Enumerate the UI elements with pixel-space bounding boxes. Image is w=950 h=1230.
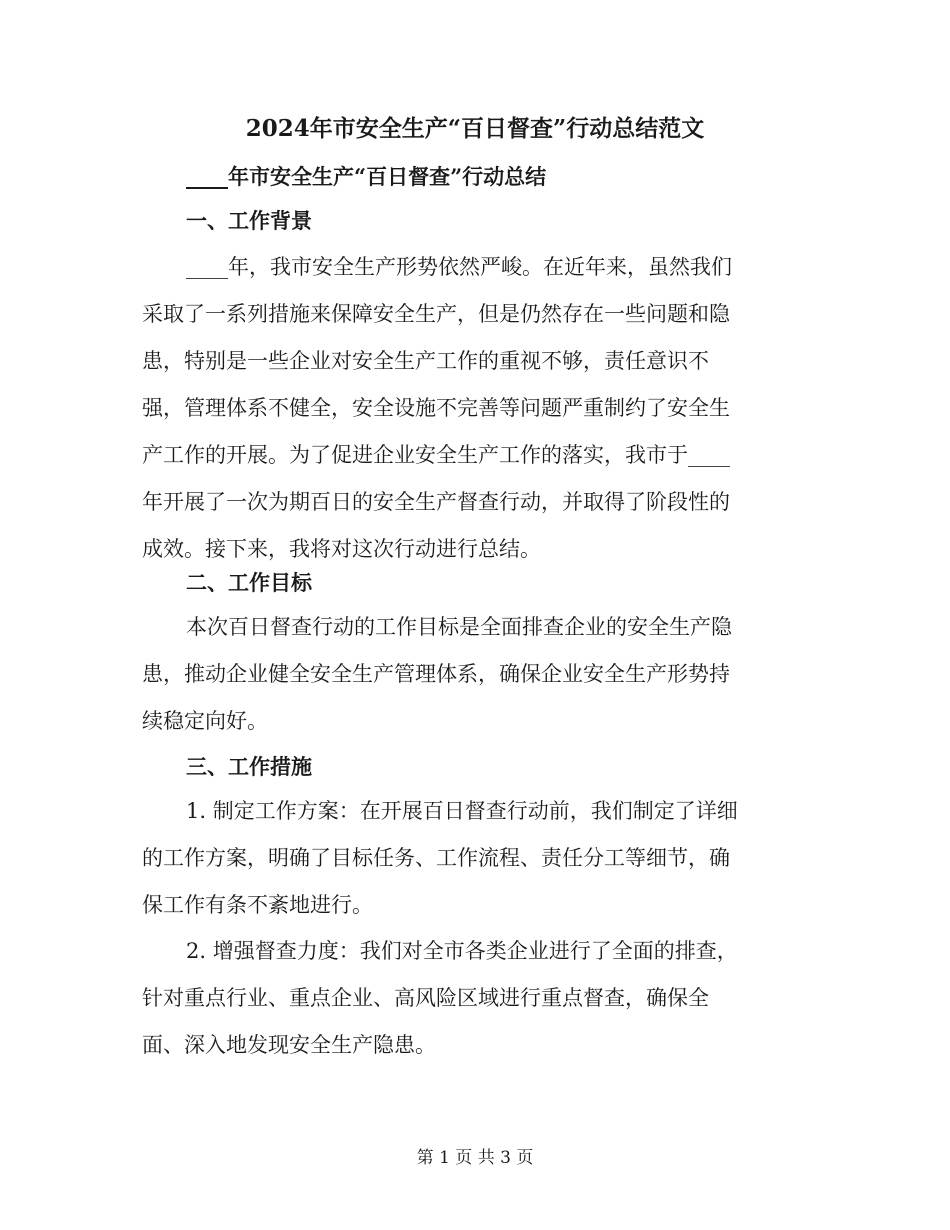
document-subtitle: ____年市安全生产“百日督查”行动总结: [186, 164, 547, 189]
section-paragraph-goals: [142, 604, 808, 745]
paragraph-line: 产工作的开展。为了促进企业安全生产工作的落实，我市于____: [142, 443, 730, 467]
section-heading-measures: 三、工作措施: [186, 754, 312, 779]
page-footer: 第 1 页 共 3 页: [416, 1148, 534, 1168]
paragraph-line: 患，推动企业健全安全生产管理体系，确保企业安全生产形势持: [142, 662, 730, 686]
measure-item-2: [142, 928, 808, 1069]
document-title: 2024年市安全生产“百日督查”行动总结范文: [245, 115, 705, 142]
paragraph-line: 采取了一系列措施来保障安全生产，但是仍然存在一些问题和隐: [142, 302, 730, 326]
measure-item-1: [142, 788, 808, 929]
paragraph-line: 本次百日督查行动的工作目标是全面排查企业的安全生产隐: [186, 615, 732, 639]
paragraph-line: 1. 制定工作方案：在开展百日督查行动前，我们制定了详细: [186, 799, 738, 823]
paragraph-line: 面、深入地发现安全生产隐患。: [142, 1033, 436, 1057]
paragraph-line: 2. 增强督查力度：我们对全市各类企业进行了全面的排查，: [186, 939, 738, 963]
paragraph-line: 年开展了一次为期百日的安全生产督查行动，并取得了阶段性的: [142, 490, 730, 514]
paragraph-line: 保工作有条不紊地进行。: [142, 893, 373, 917]
paragraph-line: 患，特别是一些企业对安全生产工作的重视不够，责任意识不: [142, 349, 709, 373]
paragraph-line: 续稳定向好。: [142, 709, 268, 733]
paragraph-line: 强，管理体系不健全，安全设施不完善等问题严重制约了安全生: [142, 396, 730, 420]
paragraph-line: 针对重点行业、重点企业、高风险区域进行重点督查，确保全: [142, 986, 709, 1010]
section-heading-background: 一、工作背景: [186, 208, 312, 233]
paragraph-line: ____年，我市安全生产形势依然严峻。在近年来，虽然我们: [186, 255, 732, 279]
paragraph-line: 成效。接下来，我将对这次行动进行总结。: [142, 537, 541, 561]
section-heading-goals: 二、工作目标: [186, 570, 312, 595]
section-paragraph-background: [142, 244, 808, 573]
paragraph-line: 的工作方案，明确了目标任务、工作流程、责任分工等细节，确: [142, 846, 730, 870]
